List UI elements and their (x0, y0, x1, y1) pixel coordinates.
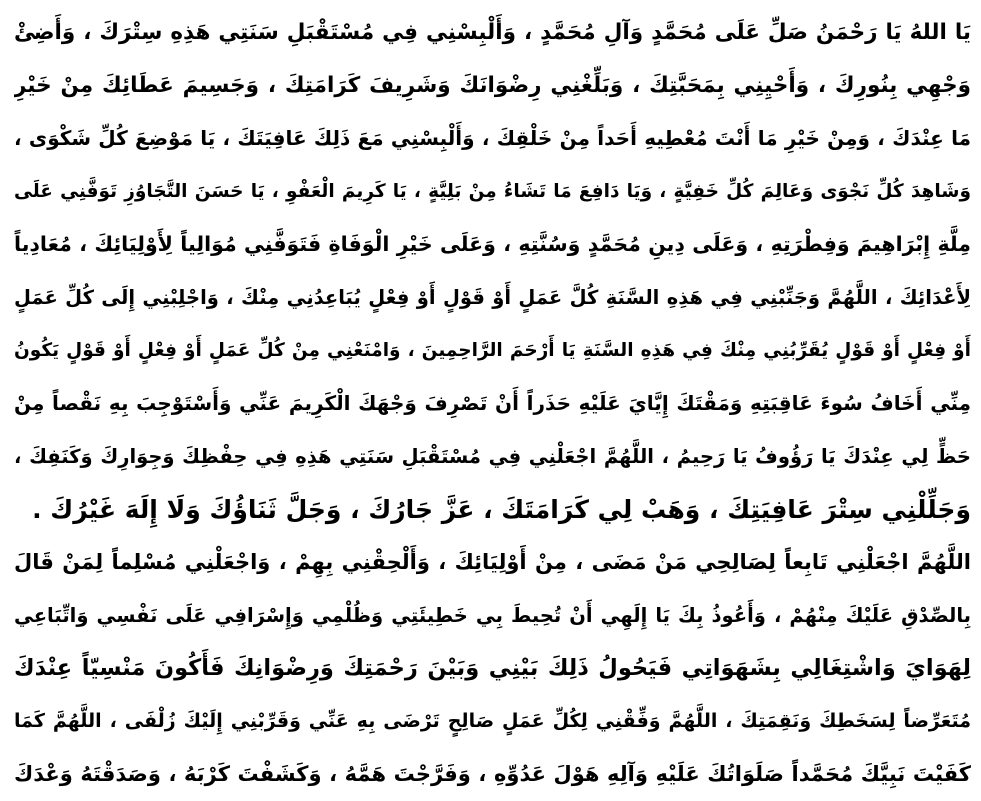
text-line: كَفَيْتَ نَبِيَّكَ مُحَمَّداً صَلَوَاتُكَ عَلَيْهِ وَآلِهِ هَوْلَ عَدُوِّهِ ، وَفَرَّجْتَ هَمَّهُ ، وَكَشَفْتَ كَرْبَهُ ، وَصَدَقْتَهُ وَعْدَكَ (14, 762, 971, 786)
text-line: مِنِّي أَخَافُ سُوءَ عَاقِبَتِهِ وَمَقْتَكَ إِيَّايَ عَلَيْهِ حَذَراً أَنْ تَصْرِفَ وَجْهَكَ الْكَرِيمَ عَنِّي وَأَسْتَوْجِبَ بِهِ نَقْصاً مِنْ (14, 391, 971, 415)
text-line: لِأَعْدَائِكَ ، اللَّهُمَّ وَجَنِّبْنِي فِي هَذِهِ السَّنَةِ كُلَّ عَمَلٍ أَوْ قَوْلٍ أَوْ فِعْلٍ يُبَاعِدُنِي مِنْكَ ، وَاجْلِبْنِي إِلَى كُلِّ عَمَلٍ (14, 286, 971, 309)
text-line: وَشَاهِدَ كُلِّ نَجْوَى وَعَالِمَ كُلِّ خَفِيَّةٍ ، وَيَا دَافِعَ مَا تَشَاءُ مِنْ بَلِيَّةٍ ، يَا كَرِيمَ الْعَفْوِ ، يَا حَسَنَ التَّجَاوُزِ تَوَفَّنِي عَلَى (14, 181, 971, 202)
text-line: وَجَلِّلْنِي سِتْرَ عَافِيَتِكَ ، وَهَبْ لِي كَرَامَتَكَ ، عَزَّ جَارُكَ ، وَجَلَّ ثَنَاؤُكَ وَلَا إِلَهَ غَيْرُكَ . (32, 495, 971, 524)
text-line: يَا اللهُ يَا رَحْمَنُ صَلِّ عَلَى مُحَمَّدٍ وَآلِ مُحَمَّدٍ ، وَأَلْبِسْنِي فِي مُسْتَقْبَلِ سَنَتِي هَذِهِ سِتْرَكَ ، وَأَضِئْ (14, 20, 971, 45)
text-line: وَجْهِي بِنُورِكَ ، وَأَحْيِنِي بِمَحَبَّتِكَ ، وَبَلِّغْنِي رِضْوَانَكَ وَشَرِيفَ كَرَامَتِكَ ، وَجَسِيمَ عَطَائِكَ مِنْ خَيْرِ (14, 73, 971, 98)
text-line: لِهَوَايَ وَاشْتِغَالِي بِشَهَوَاتِي فَيَحُولُ ذَلِكَ بَيْنِي وَبَيْنَ رَحْمَتِكَ وَرِضْوَانِكَ فَأَكُونَ مَنْسِيّاً عِنْدَكَ (14, 655, 971, 681)
text-line: حَظٍّ لِي عِنْدَكَ يَا رَؤُوفُ يَا رَحِيمُ ، اللَّهُمَّ اجْعَلْنِي فِي مُسْتَقْبَلِ سَنَتِي هَذِهِ فِي حِفْظِكَ وَجِوَارِكَ وَكَنَفِكَ ، (14, 445, 971, 468)
paragraph-2 (14, 536, 971, 801)
paragraph-1 (14, 6, 971, 536)
text-line: اللَّهُمَّ اجْعَلْنِي تَابِعاً لِصَالِحِي مَنْ مَضَى ، مِنْ أَوْلِيَائِكَ ، وَأَلْحِقْنِي بِهِمْ ، وَاجْعَلْنِي مُسْلِماً لِمَنْ قَالَ (14, 550, 971, 574)
text-line: بِالصِّدْقِ عَلَيْكَ مِنْهُمْ ، وَأَعُوذُ بِكَ يَا إِلَهِي أَنْ تُحِيطَ بِي خَطِيئَتِي وَظُلْمِي وَإِسْرَافِي عَلَى نَفْسِي وَاتِّبَاعِي (14, 604, 971, 627)
text-line: مُتَعَرِّضاً لِسَخَطِكَ وَنَقِمَتِكَ ، اللَّهُمَّ وَفِّقْنِي لِكُلِّ عَمَلٍ صَالِحٍ تَرْضَى بِهِ عَنِّي وَقَرِّبْنِي إِلَيْكَ زُلْفَى ، اللَّهُمَّ كَمَا (14, 710, 971, 732)
text-line: مِلَّةِ إِبْرَاهِيمَ وَفِطْرَتِهِ ، وَعَلَى دِينِ مُحَمَّدٍ وَسُنَّتِهِ ، وَعَلَى خَيْرِ الْوَفَاةِ فَتَوَفَّنِي مُوَالِياً لِأَوْلِيَائِكَ ، مُعَادِياً (14, 232, 971, 256)
text-line: أَوْ فِعْلٍ أَوْ قَوْلٍ يُقَرِّبُنِي مِنْكَ فِي هَذِهِ السَّنَةِ يَا أَرْحَمَ الرَّاحِمِينَ ، وَامْنَعْنِي مِنْ كُلِّ عَمَلٍ أَوْ فِعْلٍ أَوْ قَوْلٍ يَكُونُ (14, 340, 971, 361)
text-line: مَا عِنْدَكَ ، وَمِنْ خَيْرِ مَا أَنْتَ مُعْطِيهِ أَحَداً مِنْ خَلْقِكَ ، وَأَلْبِسْنِي مَعَ ذَلِكَ عَافِيَتَكَ ، يَا مَوْضِعَ كُلِّ شَكْوَى ، (14, 126, 971, 150)
